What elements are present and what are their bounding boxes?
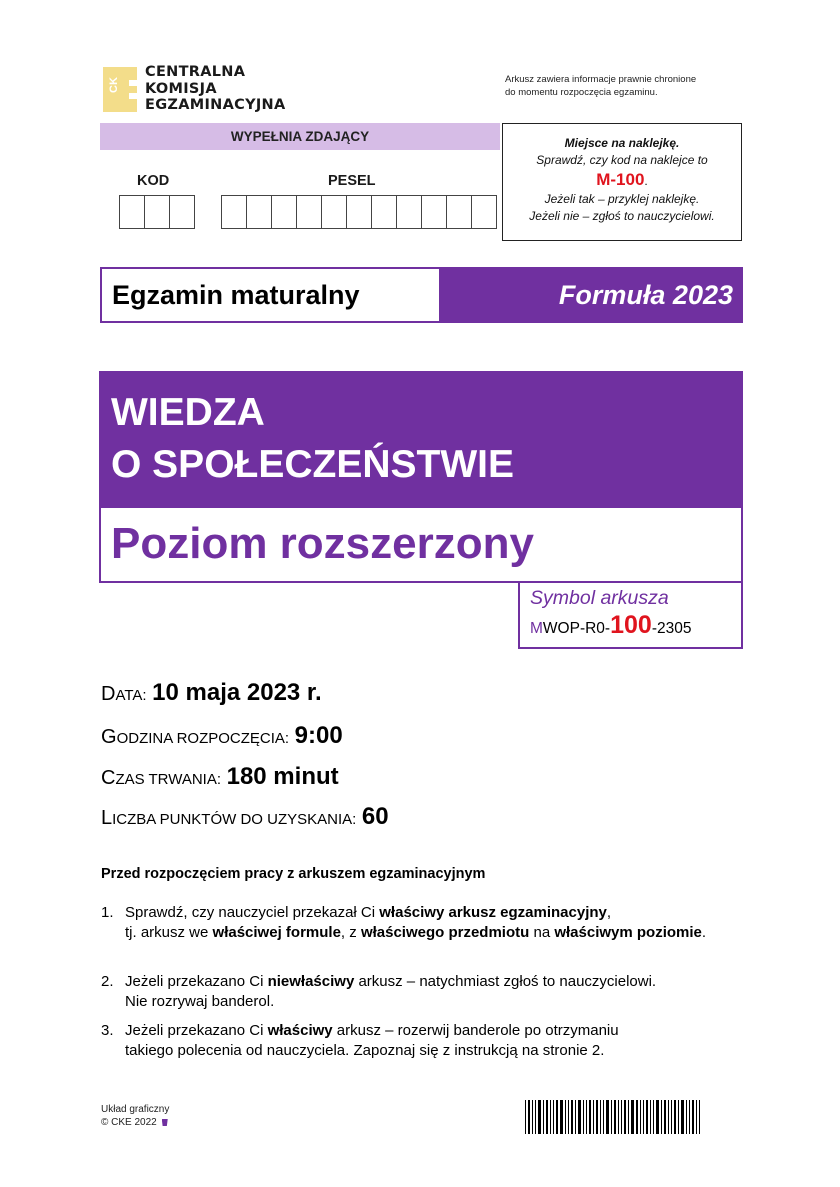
info-cap: D xyxy=(101,683,116,705)
kod-label: KOD xyxy=(137,173,170,189)
info-cap: G xyxy=(101,726,117,748)
info-value: 10 maja 2023 r. xyxy=(152,679,322,706)
pesel-box[interactable] xyxy=(222,196,247,228)
instruction-item xyxy=(101,972,741,1012)
footer-line-2: © CKE 2022 xyxy=(101,1117,157,1128)
logo-line-2: KOMISJA xyxy=(145,80,217,97)
pesel-box[interactable] xyxy=(297,196,322,228)
subject-title xyxy=(101,373,741,508)
pesel-box[interactable] xyxy=(272,196,297,228)
info-label: ZAS TRWANIA: xyxy=(115,771,222,788)
logo-line-3: EGZAMINACYJNA xyxy=(145,97,286,113)
symbol-m: M xyxy=(530,620,543,637)
exam-title: Egzamin maturalny xyxy=(102,269,439,321)
pesel-label: PESEL xyxy=(328,173,376,189)
info-duration xyxy=(101,763,339,794)
subject-line-1: WIEDZA xyxy=(111,391,265,434)
info-label: ATA: xyxy=(115,687,147,704)
info-points xyxy=(101,803,389,834)
sticker-heading: Miejsce na naklejkę. xyxy=(564,136,680,150)
legal-note-line-2: do momentu rozpoczęcia egzaminu. xyxy=(505,87,658,98)
footer-note xyxy=(101,1103,169,1129)
instruction-number: 2. xyxy=(101,973,114,990)
logo-text xyxy=(145,64,286,114)
sheet-symbol-code xyxy=(530,610,741,644)
sticker-placeholder xyxy=(502,123,742,241)
cup-icon xyxy=(162,1119,168,1126)
pesel-box[interactable] xyxy=(247,196,272,228)
symbol-number: 100 xyxy=(610,611,652,639)
info-start-time xyxy=(101,722,343,753)
sticker-code-suffix: . xyxy=(644,174,648,188)
sticker-line-2: Jeżeli tak – przyklej naklejkę. xyxy=(544,192,700,206)
sticker-line-1: Sprawdź, czy kod na naklejce to xyxy=(536,153,708,167)
kod-input[interactable] xyxy=(119,195,195,229)
exam-formula: Formuła 2023 xyxy=(439,269,741,321)
instruction-text: Sprawdź, czy nauczyciel przekazał Ci właściwy arkusz egzaminacyjny, tj. arkusz we właściwej formule, z właściwego przedmiotu na właściwym poziomie. xyxy=(125,904,707,941)
barcode-icon xyxy=(525,1100,734,1134)
symbol-prefix: WOP-R0- xyxy=(542,620,611,637)
pesel-box[interactable] xyxy=(472,196,496,228)
subject-line-2: O SPOŁECZEŃSTWIE xyxy=(111,443,515,486)
info-value: 60 xyxy=(361,803,389,830)
info-label: ICZBA PUNKTÓW DO UZYSKANIA: xyxy=(112,811,357,828)
instruction-text: Jeżeli przekazano Ci właściwy arkusz – rozerwij banderole po otrzymaniu takiego polecenia od nauczyciela. Zapoznaj się z instrukcją na stronie 2. xyxy=(125,1022,619,1059)
subject-block xyxy=(99,371,743,583)
info-label: ODZINA ROZPOCZĘCIA: xyxy=(116,730,290,747)
cke-logo-icon xyxy=(103,67,137,112)
legal-note-line-1: Arkusz zawiera informacje prawnie chronione xyxy=(505,74,697,85)
legal-note xyxy=(505,73,696,99)
instruction-text: Jeżeli przekazano Ci niewłaściwy arkusz – natychmiast zgłoś to nauczycielowi. Nie rozrywaj banderol. xyxy=(125,973,657,1010)
pesel-box[interactable] xyxy=(397,196,422,228)
kod-box[interactable] xyxy=(120,196,145,228)
fill-section-band: WYPEŁNIA ZDAJĄCY xyxy=(100,123,500,150)
sticker-line-3: Jeżeli nie – zgłoś to nauczycielowi. xyxy=(529,209,715,223)
instruction-item xyxy=(101,1021,741,1061)
info-value: 180 minut xyxy=(226,763,339,790)
sheet-symbol-label: Symbol arkusza xyxy=(530,587,669,609)
info-cap: L xyxy=(101,807,113,829)
pesel-box[interactable] xyxy=(422,196,447,228)
info-cap: C xyxy=(101,767,116,789)
pesel-box[interactable] xyxy=(322,196,347,228)
instruction-number: 3. xyxy=(101,1022,114,1039)
sticker-code: M-100 xyxy=(596,170,645,189)
exam-bar xyxy=(100,267,743,323)
pesel-box[interactable] xyxy=(347,196,372,228)
subject-level: Poziom rozszerzony xyxy=(111,519,534,568)
footer-line-1: Układ graficzny xyxy=(101,1104,170,1115)
logo-line-1: CENTRALNA xyxy=(145,64,246,80)
logo-mark-text: CK xyxy=(107,77,120,93)
symbol-suffix: -2305 xyxy=(651,620,692,637)
pesel-box[interactable] xyxy=(372,196,397,228)
info-value: 9:00 xyxy=(294,722,343,749)
pesel-input[interactable] xyxy=(221,195,497,229)
instructions-title: Przed rozpoczęciem pracy z arkuszem egzaminacyjnym xyxy=(101,866,486,882)
kod-box[interactable] xyxy=(145,196,170,228)
kod-box[interactable] xyxy=(170,196,194,228)
sheet-symbol xyxy=(518,581,743,649)
pesel-box[interactable] xyxy=(447,196,472,228)
instruction-item xyxy=(101,903,741,943)
instruction-number: 1. xyxy=(101,904,114,921)
info-date xyxy=(101,679,322,710)
